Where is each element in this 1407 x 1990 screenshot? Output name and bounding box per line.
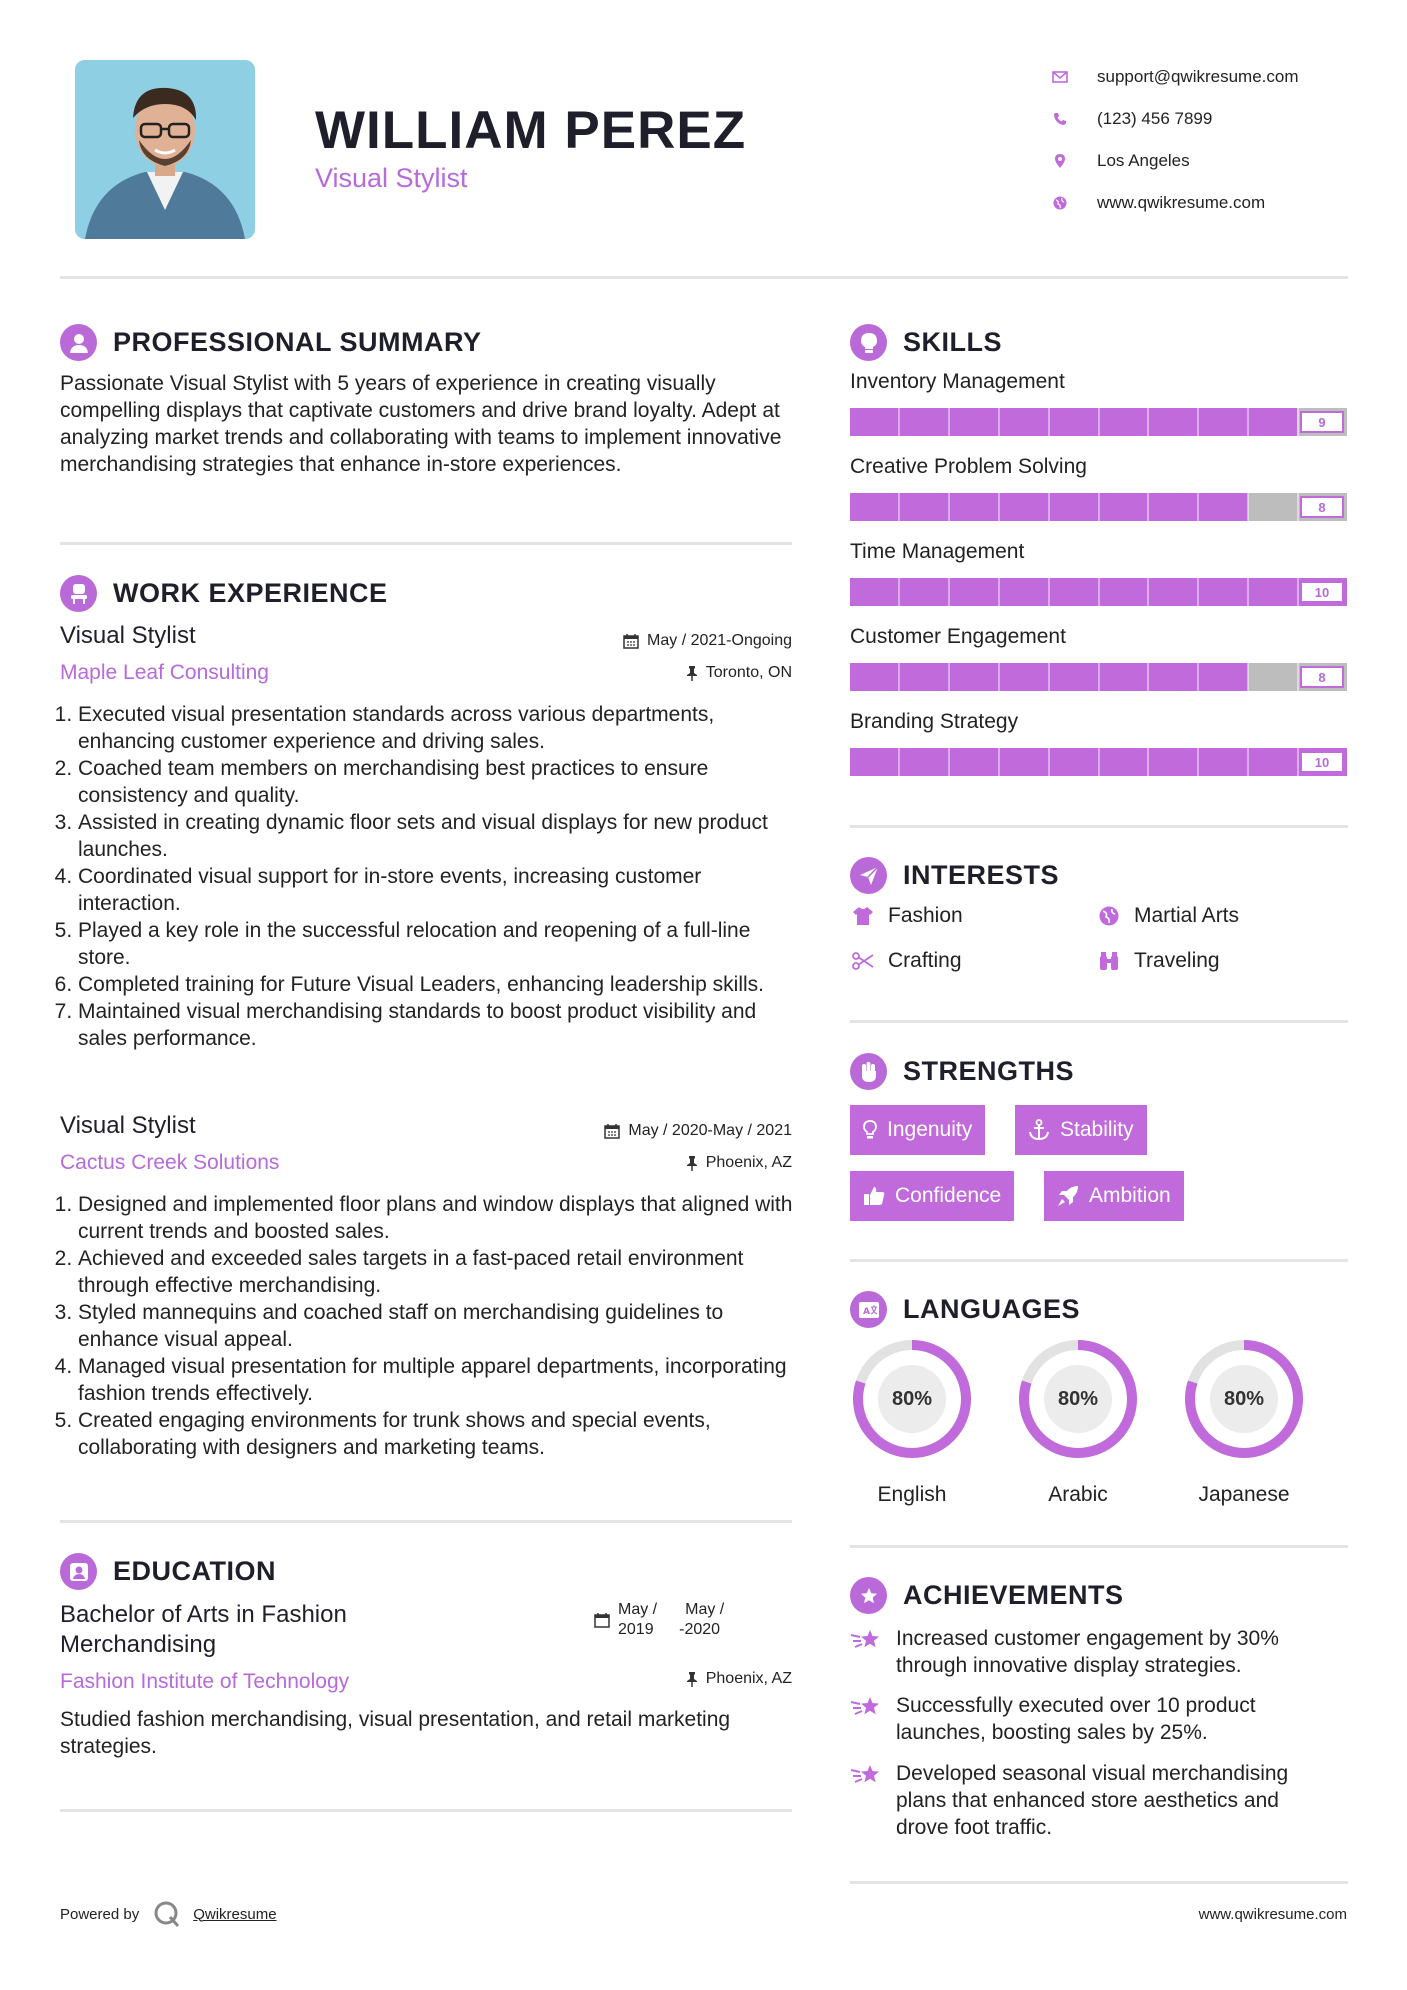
skill-label: Time Management [850,540,1025,563]
svg-text:A: A [862,1306,870,1317]
contact-location [1050,140,1299,182]
skill-level: 9 [1300,411,1344,433]
education-heading [60,1553,276,1590]
job-2-date-text: May / 2020-May / 2021 [628,1122,792,1139]
lightbulb-icon [850,324,887,361]
job-1-location-text: Toronto, ON [705,664,792,681]
list-item: 1. Executed visual presentation standards across various departments, enhancing customer experience and driving sales. [78,701,800,755]
achievements-title: ACHIEVEMENTS [903,1580,1124,1610]
job-2-date [604,1122,792,1140]
contact-phone[interactable] [1050,98,1299,140]
user-icon [60,324,97,361]
skill-bar-fill [850,578,1347,606]
contact-email-text: support@qwikresume.com [1097,67,1299,86]
anchor-icon [1028,1119,1050,1141]
language-name: English [877,1483,947,1506]
list-item: 6. Completed training for Future Visual Leaders, enhancing leadership skills. [78,971,800,998]
achievements-divider [850,1881,1348,1884]
shirt-icon [850,903,876,929]
interest-martial-arts [1096,903,1239,929]
job-1-title: Visual Stylist [60,622,196,649]
contact-location-text: Los Angeles [1097,151,1190,170]
rocket-icon [1057,1185,1079,1207]
list-item: 4. Coordinated visual support for in-store events, increasing customer interaction. [78,863,800,917]
start-year: 2019 [618,1621,654,1638]
education-description: Studied fashion merchandising, visual presentation, and retail marketing strategies. [60,1708,731,1758]
job-1-bullets [60,701,800,1052]
skills-heading [850,324,1002,361]
education-start [618,1600,657,1640]
calendar-icon [623,633,639,649]
achievement-text: Successfully executed over 10 product launches, boosting sales by 25%. [896,1694,1256,1744]
job-1-location [686,664,792,682]
header-divider [60,276,1348,279]
education-title: EDUCATION [113,1556,276,1586]
qwikresume-link[interactable]: Qwikresume [193,1905,277,1923]
strengths-title: STRENGTHS [903,1056,1075,1086]
date-dash: - [679,1621,685,1638]
skill-label: Inventory Management [850,370,1065,393]
achievement-item [850,1760,1310,1841]
interest-label: Fashion [888,904,963,927]
phone-icon [1050,109,1070,129]
list-item: 2. Coached team members on merchandising best practices to ensure consistency and quality. [78,755,800,809]
skill-bar [850,408,1347,436]
skill-level: 10 [1300,751,1344,773]
summary-title: PROFESSIONAL SUMMARY [113,327,482,357]
job-2-location [686,1154,792,1172]
languages-heading [850,1291,1080,1328]
contact-website-text: www.qwikresume.com [1097,193,1266,212]
language-percent: 80% [1057,1387,1099,1410]
skill-level: 8 [1300,666,1344,688]
skill-label: Customer Engagement [850,625,1066,648]
language-item [1182,1337,1306,1507]
strengths-heading [850,1053,1074,1090]
interest-crafting [850,948,962,974]
skill-label: Creative Problem Solving [850,455,1087,478]
pushpin-icon [686,1155,698,1171]
job-2-location-text: Phoenix, AZ [705,1154,792,1171]
job-1-date-text: May / 2021-Ongoing [647,632,792,649]
interest-fashion [850,903,963,929]
interest-label: Martial Arts [1134,904,1240,927]
powered-by-text: Powered by [60,1905,140,1923]
paper-plane-icon [850,857,887,894]
skill-bar-fill [850,663,1248,691]
list-item: 5. Played a key role in the successful relocation and reopening of a full-line store. [78,917,800,971]
skills-title: SKILLS [903,327,1003,357]
language-percent: 80% [1223,1387,1265,1410]
map-pin-icon [1050,151,1070,171]
education-location-text: Phoenix, AZ [705,1670,792,1687]
summary-text: Passionate Visual Stylist with 5 years of experience in creating visually compelling displays that captivate customers and drive brand loyalty. Adept at analyzing market trends and collaborating with teams to implement innovative merchandising strategies that enhance in-store experiences. [60,372,782,476]
globe-icon [1050,193,1070,213]
footer-powered-by [60,1900,277,1928]
contact-website[interactable] [1050,182,1299,224]
qwikresume-logo-icon [153,1900,181,1928]
job-2-bullets [60,1191,800,1461]
mail-icon [1050,67,1070,87]
chair-icon [60,575,97,612]
achievement-item [850,1625,1310,1679]
pushpin-icon [686,1671,698,1687]
job-2-title: Visual Stylist [60,1112,196,1139]
degree-line-1: Bachelor of Arts in Fashion [60,1601,347,1628]
achievements-heading [850,1577,1124,1614]
skill-bar-fill [850,408,1297,436]
interest-label: Traveling [1134,949,1220,972]
language-percent: 80% [891,1387,933,1410]
skill-level: 8 [1300,496,1344,518]
skill-bar [850,578,1347,606]
strength-label: Ingenuity [887,1118,973,1141]
skill-bar-fill [850,493,1248,521]
footer-website[interactable]: www.qwikresume.com [1198,1906,1347,1923]
summary-divider [60,542,792,545]
star-badge-icon [850,1577,887,1614]
end-month: May / [685,1601,725,1618]
interest-traveling [1096,948,1220,974]
binoculars-icon [1096,948,1122,974]
strength-tag [1015,1105,1147,1155]
language-item [850,1337,974,1507]
interests-heading [850,857,1059,894]
list-item: 3. Assisted in creating dynamic floor sets and visual displays for new product launches. [78,809,800,863]
skill-label: Branding Strategy [850,710,1019,733]
candidate-role: Visual Stylist [315,163,468,193]
education-divider [60,1809,792,1812]
strength-tag [850,1105,985,1155]
education-end [679,1600,724,1640]
achievement-text: Developed seasonal visual merchandising plans that enhanced store aesthetics and drove foot traffic. [896,1762,1289,1839]
degree-line-2: Merchandising [60,1631,217,1658]
list-item: 1. Designed and implemented floor plans and window displays that aligned with current trends and boosted sales. [78,1191,800,1245]
language-name: Japanese [1198,1483,1290,1506]
languages-divider [850,1545,1348,1548]
list-item: 2. Achieved and exceeded sales targets in a fast-paced retail environment through effective merchandising. [78,1245,800,1299]
strengths-divider [850,1259,1348,1262]
job-1-date [623,632,792,650]
shooting-star-icon [850,1762,884,1841]
language-name: Arabic [1048,1483,1108,1506]
skill-bar [850,748,1347,776]
language-icon [850,1291,887,1328]
strength-label: Confidence [895,1184,1002,1207]
strength-label: Ambition [1089,1184,1171,1207]
list-item: 4. Managed visual presentation for multiple apparel departments, incorporating fashion trends effectively. [78,1353,800,1407]
interests-divider [850,1020,1348,1023]
graduate-icon [60,1553,97,1590]
lightbulb-icon [863,1120,877,1140]
calendar-icon [594,1612,610,1628]
end-year: 2020 [684,1621,721,1638]
contact-list [1050,56,1299,224]
thumbs-up-icon [863,1186,885,1206]
contact-email[interactable] [1050,56,1299,98]
skill-bar [850,493,1347,521]
education-location [686,1670,792,1688]
calendar-icon [604,1123,620,1139]
skill-level: 10 [1300,581,1344,603]
strength-tag [850,1171,1014,1221]
strength-label: Stability [1060,1118,1134,1141]
pushpin-icon [686,665,698,681]
language-item [1016,1337,1140,1507]
skills-divider [850,825,1348,828]
start-month: May / [618,1601,658,1618]
languages-title: LANGUAGES [903,1294,1081,1324]
education-dates [594,1600,724,1640]
globe-icon [1096,903,1122,929]
school-name: Fashion Institute of Technology [60,1670,350,1693]
skill-bar-fill [850,748,1347,776]
job-2-company: Cactus Creek Solutions [60,1151,280,1174]
experience-title: WORK EXPERIENCE [113,578,388,608]
skill-bar [850,663,1347,691]
degree-title [60,1600,347,1660]
experience-divider [60,1520,792,1523]
contact-phone-text: (123) 456 7899 [1097,109,1213,128]
shooting-star-icon [850,1627,884,1679]
list-item: 7. Maintained visual merchandising standards to boost product visibility and sales performance. [78,998,800,1052]
achievement-item [850,1692,1310,1746]
list-item: 3. Styled mannequins and coached staff on merchandising guidelines to enhance visual appeal. [78,1299,800,1353]
job-1-company: Maple Leaf Consulting [60,661,269,684]
fist-icon [850,1053,887,1090]
profile-photo [75,60,255,239]
scissors-icon [850,948,876,974]
interests-title: INTERESTS [903,860,1060,890]
shooting-star-icon [850,1694,884,1746]
achievement-text: Increased customer engagement by 30% through innovative display strategies. [896,1627,1279,1677]
experience-heading [60,575,388,612]
strength-tag [1044,1171,1184,1221]
summary-heading [60,324,482,361]
list-item: 5. Created engaging environments for trunk shows and special events, collaborating with designers and marketing teams. [78,1407,800,1461]
candidate-name: WILLIAM PEREZ [315,101,747,160]
interest-label: Crafting [888,949,962,972]
